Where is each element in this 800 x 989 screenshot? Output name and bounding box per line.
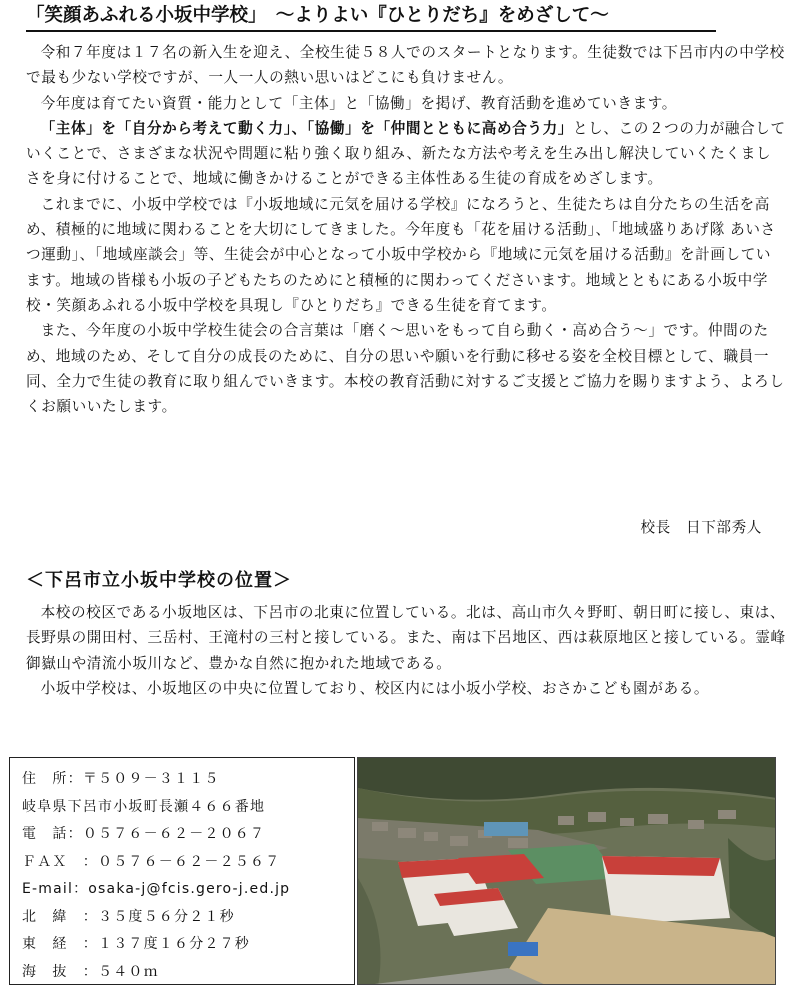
email-label: E-mail： bbox=[22, 881, 89, 897]
altitude-value: ５４０ｍ bbox=[98, 963, 159, 980]
address-label: 住 所： bbox=[22, 771, 83, 787]
intro-paragraph-rest: とし、この２つの力が融合していくことで、さまざまな状況や問題に粘り強く取り組み、新たな方法や考えを生み出し解決していくたくましさを身に付けることで、地域に働きかけることができる主体性ある生徒の育成をめざします。 bbox=[26, 119, 786, 188]
intro-paragraph: 今年度は育てたい資質・能力として「主体」と「協働」を掲げ、教育活動を進めていきます。 bbox=[40, 94, 677, 112]
location-paragraph: 本校の校区である小坂地区は、下呂市の北東に位置している。北は、高山市久々野町、朝日町に接し、東は、長野県の開田村、三岳村、王滝村の三村と接している。また、南は下呂地区、西は萩原地区と接している。霊峰御嶽山や清流小坂川など、豊かな自然に抱かれた地域である。 bbox=[26, 604, 786, 672]
intro-paragraph bbox=[26, 116, 786, 192]
fax-row bbox=[22, 849, 354, 877]
altitude-label: 海 抜 ： bbox=[22, 963, 98, 980]
altitude-row bbox=[22, 959, 354, 987]
postal-code: 〒５０９－３１１５ bbox=[82, 771, 220, 787]
intro-text bbox=[26, 40, 786, 419]
longitude-row bbox=[22, 931, 354, 959]
longitude-value: １３７度１６分２７秒 bbox=[98, 936, 250, 952]
email-address[interactable]: osaka-j@fcis.gero-j.ed.jp bbox=[88, 881, 291, 897]
intro-paragraph: 令和７年度は１７名の新入生を迎え、全校生徒５８人でのスタートとなります。生徒数では下呂市内の中学校で最も少ない学校ですが、一人一人の熱い思いはどこにも負けません。 bbox=[26, 44, 785, 87]
intro-paragraph: また、今年度の小坂中学校生徒会の合言葉は「磨く～思いをもって自ら動く・高め合う～」です。仲間のため、地域のため、そして自分の成長のために、自分の思いや願いを行動に移せる姿を全校目標として、職員一同、全力で生徒の教育に取り組んでいきます。本校の教育活動に対するご支援とご協力を賜りますよう、よろしくお願いいたします。 bbox=[26, 322, 785, 416]
email-row bbox=[22, 876, 354, 904]
fax-label: ＦＡＸ ： bbox=[22, 853, 98, 870]
school-info-box bbox=[9, 757, 355, 985]
aerial-photo-icon bbox=[358, 758, 776, 985]
intro-paragraph: これまでに、小坂中学校では『小坂地域に元気を届ける学校』になろうと、生徒たちは自分たちの生活を高め、積極的に地域に関わることを大切にしてきました。今年度も「花を届ける活動」、「地域盛りあげ隊 あいさつ運動」、「地域座談会」等、生徒会が中心となって小坂中学校から『地域に元気を届ける活動』を計画しています。地域の皆様も小坂の子どもたちのためにと積極的に関わってくださいます。地域とともにある小坂中学校・笑顔あふれる小坂中学校を具現し『ひとりだち』できる生徒を育てます。 bbox=[26, 195, 776, 314]
address-row bbox=[22, 766, 354, 794]
location-heading: ＜下呂市立小坂中学校の位置＞ bbox=[26, 570, 292, 591]
school-aerial-photo bbox=[357, 757, 776, 985]
principal-signature: 校長 日下部秀人 bbox=[640, 519, 762, 536]
tel-number: ０５７６－６２－２０６７ bbox=[82, 826, 266, 842]
main-heading: 「笑顔あふれる小坂中学校」 ～よりよい『ひとりだち』をめざして～ bbox=[26, 2, 716, 32]
fax-number: ０５７６－６２－２５６７ bbox=[98, 853, 281, 870]
latitude-label: 北 緯 ： bbox=[22, 908, 98, 925]
location-text bbox=[26, 600, 786, 701]
intro-bold-phrase: 「主体」を「自分から考えて動く力」、「協働」を「仲間とともに高め合う力」 bbox=[40, 119, 573, 137]
latitude-value: ３５度５６分２１秒 bbox=[98, 908, 235, 925]
latitude-row bbox=[22, 904, 354, 932]
tel-label: 電 話： bbox=[22, 826, 83, 842]
address-line: 岐阜県下呂市小坂町長瀬４６６番地 bbox=[22, 798, 266, 815]
tel-row bbox=[22, 821, 354, 849]
location-paragraph: 小坂中学校は、小坂地区の中央に位置しており、校区内には小坂小学校、おさかこども園がある。 bbox=[40, 679, 710, 697]
longitude-label: 東 経 ： bbox=[22, 936, 98, 952]
